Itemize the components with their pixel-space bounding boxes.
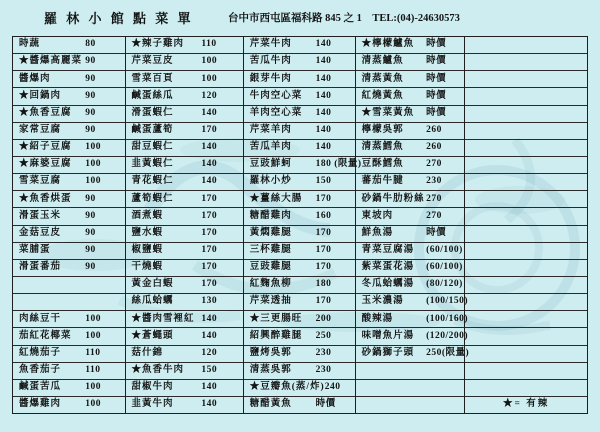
menu-item-cell (356, 397, 465, 413)
item-name: 芹菜羊肉 (249, 125, 292, 136)
menu-item-cell (244, 277, 355, 294)
item-name: 黃金白蝦 (131, 279, 174, 290)
item-name: 茄紅花椰菜 (19, 330, 72, 341)
menu-column-1 (13, 37, 126, 413)
item-name: 雪菜百頁 (131, 73, 174, 84)
item-name: 砂鍋牛肋粉絲 (361, 193, 425, 204)
menu-item-cell (126, 157, 243, 174)
item-price: 140 (315, 73, 332, 84)
menu-item-cell (13, 54, 125, 71)
item-name: 味噌魚片湯 (361, 330, 415, 341)
menu-item-cell (13, 346, 125, 363)
menu-item-cell (13, 174, 125, 191)
item-price: 150 (201, 364, 218, 375)
item-name: 羊肉空心菜 (249, 107, 303, 118)
item-name: 清蒸黃魚 (361, 73, 404, 84)
menu-item-cell (244, 88, 355, 105)
item-price: 時價 (426, 107, 447, 118)
item-price: 90 (85, 56, 96, 67)
item-name: 豆酥鱈魚 (361, 159, 404, 170)
menu-item-cell (126, 106, 243, 123)
item-name: ★回鍋肉 (19, 90, 62, 101)
menu-item-cell (126, 277, 243, 294)
menu-item-cell (465, 123, 587, 140)
menu-column-3 (244, 37, 362, 413)
item-name: 菜脯蛋 (19, 245, 51, 255)
item-price: 90 (85, 193, 96, 204)
menu-item-cell (13, 363, 125, 380)
menu-item-cell (126, 260, 243, 277)
item-name: 干燒蝦 (131, 262, 164, 273)
menu-item-cell (13, 191, 125, 208)
menu-table (12, 36, 588, 414)
item-price: 時價 (426, 56, 447, 67)
menu-item-cell (356, 328, 469, 345)
menu-item-cell (465, 106, 587, 123)
menu-item-cell (13, 397, 125, 413)
item-name: 鹽水蝦 (131, 227, 164, 238)
item-name: 鹽烤吳郭 (249, 347, 292, 358)
item-name: 羅林小炒 (249, 176, 292, 187)
menu-item-cell (13, 380, 125, 397)
menu-item-cell (465, 294, 587, 311)
menu-item-cell (13, 157, 125, 174)
menu-item-cell (465, 157, 587, 174)
item-price: 170 (201, 227, 218, 238)
item-name: 青菜豆腐湯 (361, 245, 415, 255)
item-name: 鮮魚湯 (361, 227, 394, 238)
menu-item-cell (465, 37, 587, 54)
item-name: 芹菜牛肉 (249, 39, 292, 50)
menu-item-cell (465, 226, 587, 243)
item-price: (120/200) (426, 330, 469, 341)
item-price: 90 (85, 262, 96, 273)
item-price: 270 (426, 159, 442, 170)
item-price: 140 (315, 125, 332, 136)
item-name: 糖醋黃魚 (249, 399, 292, 410)
menu-item-cell (465, 397, 587, 413)
menu-item-cell (13, 123, 125, 140)
restaurant-address: 台中市西屯區福科路 845 之 1 TEL:(04)-24630573 (228, 13, 460, 24)
menu-item-cell (126, 363, 243, 380)
item-name: 清蒸鱈魚 (361, 142, 404, 153)
item-name: 鹹蛋蘆筍 (131, 125, 174, 136)
menu-item-cell (244, 123, 355, 140)
menu-item-cell (126, 37, 243, 54)
menu-item-cell (244, 191, 355, 208)
item-name: 滑蛋玉米 (19, 210, 62, 221)
menu-item-cell (465, 277, 587, 294)
item-price: 時價 (426, 227, 447, 238)
item-price: 180 (315, 279, 332, 290)
item-name: ★辣子雞肉 (131, 39, 185, 50)
menu-item-cell (465, 363, 587, 380)
item-price: 100 (201, 56, 218, 67)
item-price: 140 (201, 382, 218, 393)
menu-item-cell (465, 311, 587, 328)
menu-item-cell (13, 71, 125, 88)
menu-column-2 (126, 37, 244, 413)
item-price: 120 (201, 90, 218, 101)
item-price: 170 (201, 193, 218, 204)
menu-item-cell (13, 208, 125, 225)
item-name: ★薑絲大腸 (249, 193, 303, 204)
menu-item-cell (126, 346, 243, 363)
menu-item-cell (13, 294, 125, 311)
menu-item-cell (13, 243, 125, 260)
item-name: ★魚香烘蛋 (19, 193, 72, 204)
item-name: 黃燜雞腿 (249, 227, 292, 238)
item-name: 青花蝦仁 (131, 176, 174, 187)
item-name: ★魚香牛肉 (131, 364, 185, 375)
item-price: 180 (限量) (315, 159, 362, 170)
menu-item-cell (244, 140, 355, 157)
menu-item-cell (13, 328, 125, 345)
menu-item-cell (244, 226, 355, 243)
item-price: 140 (315, 107, 332, 118)
item-price: 140 (315, 56, 332, 67)
menu-item-cell (465, 380, 587, 397)
menu-item-cell (244, 260, 355, 277)
item-price: (100/160) (426, 313, 469, 324)
item-price: 100 (85, 330, 101, 341)
menu-item-cell (13, 106, 125, 123)
menu-item-cell (13, 260, 125, 277)
item-price: 230 (315, 347, 332, 358)
menu-item-cell (465, 191, 587, 208)
item-name: 滑蛋番茄 (19, 262, 62, 273)
item-price: 100 (85, 159, 101, 170)
item-name: 甜椒牛肉 (131, 382, 174, 393)
menu-item-cell (244, 106, 355, 123)
menu-item-cell (126, 123, 243, 140)
menu-item-cell (126, 208, 243, 225)
menu-item-cell (13, 226, 125, 243)
menu-item-cell (356, 294, 469, 311)
menu-item-cell (356, 174, 465, 191)
item-price: 250(限量) (426, 347, 470, 358)
item-name: 冬瓜蛤蠣湯 (361, 279, 415, 290)
item-name: 三杯雞腿 (249, 245, 292, 255)
item-name: 檸檬吳郭 (361, 125, 404, 136)
item-price: 100 (85, 382, 101, 393)
menu-item-cell (356, 157, 465, 174)
item-price: 230 (315, 364, 332, 375)
menu-item-cell (356, 37, 465, 54)
item-name: 苦瓜羊肉 (249, 142, 292, 153)
menu-item-cell (126, 54, 243, 71)
item-name: 砂鍋獅子頭 (361, 347, 415, 358)
menu-item-cell (244, 294, 355, 311)
menu-item-cell (244, 243, 355, 260)
menu-item-cell (356, 71, 465, 88)
menu-item-cell (356, 226, 465, 243)
item-name: ★雪菜黃魚 (361, 107, 415, 118)
item-price: 140 (201, 330, 218, 341)
item-price: 270 (426, 193, 442, 204)
item-price: 140 (315, 142, 332, 153)
menu-item-cell (465, 71, 587, 88)
item-name: 鹹蛋苦瓜 (19, 382, 62, 393)
item-name: 東坡肉 (361, 210, 394, 221)
menu-item-cell (13, 88, 125, 105)
menu-column-4 (356, 37, 470, 413)
item-price: (60/100) (426, 262, 463, 273)
menu-item-cell (356, 380, 465, 397)
item-price: 140 (201, 176, 218, 187)
item-price: 90 (85, 125, 96, 136)
menu-item-cell (126, 243, 243, 260)
item-name: 鹹蛋絲瓜 (131, 90, 174, 101)
item-name: 雪菜豆腐 (19, 176, 62, 187)
menu-item-cell (126, 88, 243, 105)
item-price: 100 (85, 313, 101, 324)
item-name: 酒煮蝦 (131, 210, 164, 221)
menu-item-cell (356, 277, 465, 294)
item-name: 牛肉空心菜 (249, 90, 303, 101)
item-name: 甜豆蝦仁 (131, 142, 174, 153)
item-name: 肉絲豆干 (19, 313, 62, 324)
menu-item-cell (244, 363, 355, 380)
menu-item-cell (244, 174, 355, 191)
menu-item-cell (244, 311, 355, 328)
item-name: 清蒸吳郭 (249, 364, 292, 375)
menu-item-cell (465, 174, 587, 191)
item-name: 紹興醉雞腿 (249, 330, 303, 341)
menu-item-cell (356, 363, 465, 380)
item-name: 糖醋雞肉 (249, 210, 292, 221)
item-price: 90 (85, 107, 96, 118)
item-name: 芹菜透抽 (249, 296, 292, 307)
item-price: (80/120) (426, 279, 463, 290)
item-price: 110 (201, 39, 217, 50)
item-name: 韭黃牛肉 (131, 399, 174, 410)
item-name: 醬爆肉 (19, 73, 51, 84)
item-name: ★三更腸旺 (249, 313, 303, 324)
menu-item-cell (126, 294, 243, 311)
item-name: 紅燒茄子 (19, 347, 62, 358)
item-price: 100 (201, 73, 218, 84)
item-price: 260 (426, 142, 442, 153)
item-name: 椒鹽蝦 (131, 245, 164, 255)
item-name: 紅燒黃魚 (361, 90, 404, 101)
menu-item-cell (465, 243, 587, 260)
item-price: 110 (85, 347, 101, 358)
item-name: 家常豆腐 (19, 125, 62, 136)
item-price: 230 (426, 176, 442, 187)
menu-item-cell (356, 260, 465, 277)
item-price: 170 (315, 193, 332, 204)
menu-item-cell (356, 140, 465, 157)
item-name: 銀芽牛肉 (249, 73, 292, 84)
menu-item-cell (13, 37, 125, 54)
page-title: 羅 林 小 館 點 菜 單 (44, 11, 194, 26)
menu-item-cell (356, 123, 465, 140)
menu-item-cell (244, 54, 355, 71)
item-name: 蘆筍蝦仁 (131, 193, 174, 204)
menu-item-cell (126, 311, 243, 328)
menu-item-cell (244, 208, 355, 225)
item-name: 韭黃蝦仁 (131, 159, 174, 170)
item-name: ★麻婆豆腐 (19, 159, 72, 170)
item-price: 140 (201, 142, 218, 153)
item-price: 140 (201, 313, 218, 324)
item-price: 170 (315, 227, 332, 238)
menu-item-cell (465, 328, 587, 345)
item-price: 90 (85, 90, 96, 101)
item-price: (60/100) (426, 245, 463, 255)
menu-item-cell (244, 37, 355, 54)
item-price: 170 (201, 125, 218, 136)
menu-item-cell (244, 157, 362, 174)
item-name: 玉米濃湯 (361, 296, 404, 307)
item-name: 時蔬 (19, 39, 41, 50)
item-name: ★檸檬鱸魚 (361, 39, 415, 50)
item-price: 170 (315, 245, 332, 255)
item-name: ★紹子豆腐 (19, 142, 72, 153)
menu-item-cell (126, 397, 243, 413)
item-price: 140 (315, 90, 332, 101)
item-price: 240 (324, 382, 341, 393)
item-price: 100 (85, 142, 101, 153)
item-name: ★蒼蠅頭 (131, 330, 174, 341)
item-price: 110 (85, 364, 101, 375)
item-price: 140 (315, 39, 332, 50)
item-price: 200 (315, 313, 332, 324)
menu-column-5 (465, 37, 587, 413)
item-price: 130 (201, 296, 218, 307)
menu-item-cell (13, 277, 125, 294)
menu-item-cell (126, 71, 243, 88)
item-name: 苦瓜牛肉 (249, 56, 292, 67)
item-price: 140 (201, 399, 218, 410)
item-price: 170 (201, 279, 218, 290)
item-price: 時價 (426, 73, 447, 84)
menu-item-cell (356, 208, 465, 225)
item-price: 90 (85, 227, 96, 238)
menu-item-cell (356, 54, 465, 71)
item-price: 時價 (426, 39, 447, 50)
menu-item-cell (465, 260, 587, 277)
menu-item-cell (356, 346, 470, 363)
item-name: ★魚香豆腐 (19, 107, 72, 118)
item-name: 滑蛋蝦仁 (131, 107, 174, 118)
item-price: 時價 (426, 90, 447, 101)
item-price: 170 (201, 210, 218, 221)
menu-item-cell (356, 311, 469, 328)
item-price: 260 (426, 125, 442, 136)
item-name: 金菇豆皮 (19, 227, 62, 238)
item-name: 紅麴魚柳 (249, 279, 292, 290)
menu-item-cell (244, 328, 355, 345)
item-price: 時價 (315, 399, 336, 410)
item-price: 120 (201, 347, 218, 358)
menu-item-cell (244, 380, 355, 397)
item-price: 170 (315, 262, 332, 273)
item-price: 160 (315, 210, 332, 221)
item-name: 豆豉鮮蚵 (249, 159, 292, 170)
item-price: 140 (201, 159, 218, 170)
item-name: 芹菜豆皮 (131, 56, 174, 67)
item-price: 80 (85, 39, 96, 50)
menu-item-cell (244, 346, 355, 363)
menu-item-cell (465, 346, 587, 363)
menu-item-cell (126, 174, 243, 191)
menu-item-cell (244, 71, 355, 88)
item-price: 140 (201, 107, 218, 118)
item-name: 酸辣湯 (361, 313, 394, 324)
item-price: 170 (315, 296, 332, 307)
menu-item-cell (126, 226, 243, 243)
menu-item-cell (126, 380, 243, 397)
menu-item-cell (126, 328, 243, 345)
spicy-legend: ★= 有辣 (502, 399, 550, 410)
menu-item-cell (465, 208, 587, 225)
menu-item-cell (13, 140, 125, 157)
item-price: 170 (201, 262, 218, 273)
item-name: ★豆瓣魚(蒸/炸) (249, 382, 325, 393)
menu-item-cell (465, 88, 587, 105)
item-name: ★醬肉雪裡紅 (131, 313, 195, 324)
item-name: 菇什錦 (131, 347, 164, 358)
item-price: 150 (315, 176, 332, 187)
item-name: 清蒸鱸魚 (361, 56, 404, 67)
item-name: 絲瓜蛤蠣 (131, 296, 174, 307)
menu-item-cell (126, 191, 243, 208)
item-name: ★醬爆高麗菜 (19, 56, 83, 67)
menu-item-cell (356, 191, 465, 208)
menu-item-cell (13, 311, 125, 328)
item-price: 250 (315, 330, 332, 341)
item-price: 90 (85, 210, 96, 221)
menu-item-cell (126, 140, 243, 157)
item-price: 90 (85, 73, 96, 84)
item-price: 270 (426, 210, 442, 221)
menu-item-cell (356, 106, 465, 123)
item-name: 紫菜蛋花湯 (361, 262, 415, 273)
item-price: 170 (201, 245, 218, 255)
item-price: (100/150) (426, 296, 469, 307)
item-price: 90 (85, 245, 96, 255)
item-name: 魚香茄子 (19, 364, 62, 375)
menu-item-cell (465, 140, 587, 157)
item-name: 蕃茄牛腱 (361, 176, 404, 187)
item-price: 100 (85, 176, 101, 187)
item-price: 100 (85, 399, 101, 410)
menu-item-cell (356, 243, 465, 260)
item-name: 醬爆雞肉 (19, 399, 62, 410)
menu-item-cell (356, 88, 465, 105)
menu-item-cell (244, 397, 355, 413)
menu-item-cell (465, 54, 587, 71)
item-name: 豆豉雞腿 (249, 262, 292, 273)
